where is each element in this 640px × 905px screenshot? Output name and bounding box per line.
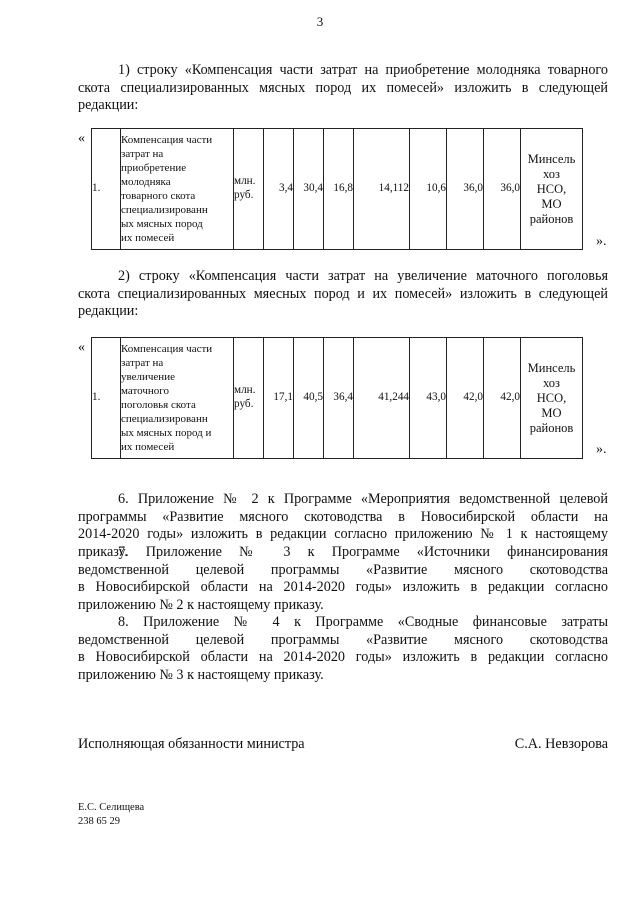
signature-position: Исполняющая обязанности министра: [78, 736, 305, 752]
item7-line-2: ведомственной целевой программы «Развитие мясного скотоводства: [78, 561, 608, 578]
row-unit: млн. руб.: [234, 338, 264, 459]
table-row: [92, 338, 583, 459]
contact-name: Е.С. Селищева: [78, 802, 145, 813]
row-value-2020: 36,0: [484, 129, 521, 250]
item2-line-3: редакции:: [78, 303, 139, 320]
row-value-2018: 43,0: [410, 338, 447, 459]
signature-name: С.А. Невзорова: [514, 736, 608, 752]
item7-line-3: в Новосибирской области на 2014-2020 годы» изложить в редакции согласно: [78, 579, 608, 596]
item7-line-4: приложению № 2 к настоящему приказу.: [78, 596, 324, 613]
item1-close-quote: ».: [596, 234, 607, 249]
row-value-2020: 42,0: [484, 338, 521, 459]
item8-line-3: в Новосибирской области на 2014-2020 годы» изложить в редакции согласно: [78, 649, 608, 666]
row-number: 1.: [92, 338, 121, 459]
item1-line-2: скота специализированных мясных пород их помесей» изложить в следующей: [78, 79, 608, 96]
row-name: Компенсация части затрат на увеличение маточного поголовья скота специализированн ых мясных пород и их помесей: [121, 338, 234, 459]
page-number: 3: [316, 14, 324, 29]
row-value-2017: 41,244: [354, 338, 410, 459]
item6-line-1: 6. Приложение № 2 к Программе «Мероприятия ведомственной целевой: [118, 491, 608, 507]
item1-table: [91, 128, 583, 250]
item7-paragraph: [78, 544, 608, 614]
item2-line-1: 2) строку «Компенсация части затрат на увеличение маточного поголовья: [118, 268, 608, 284]
row-value-2015: 40,5: [294, 338, 324, 459]
row-name: Компенсация части затрат на приобретение молодняка товарного скота специализированн ых мясных пород их помесей: [121, 129, 234, 250]
item2-close-quote: ».: [596, 442, 607, 457]
row-value-2017: 14,112: [354, 129, 410, 250]
item1-line-1: 1) строку «Компенсация части затрат на приобретение молодняка товарного: [118, 62, 608, 78]
item6-line-2: программы «Развитие мясного скотоводства в Новосибирской области на: [78, 508, 608, 525]
row-number: 1.: [92, 129, 121, 250]
row-executor: Минсель хоз НСО, МО районов: [521, 129, 583, 250]
item6-line-4: приказу.: [78, 543, 128, 560]
item8-paragraph: [78, 614, 608, 684]
item1-intro: [78, 62, 608, 115]
item1-open-quote: «: [78, 131, 85, 146]
item8-line-4: приложению № 3 к настоящему приказу.: [78, 666, 324, 683]
row-value-2019: 36,0: [447, 129, 484, 250]
row-value-2014: 3,4: [264, 129, 294, 250]
contact-phone: 238 65 29: [78, 816, 120, 827]
item2-line-2: скота специализированных мяесных пород и их помесей» изложить в следующей: [78, 285, 608, 302]
item2-open-quote: «: [78, 340, 85, 355]
item2-intro: [78, 268, 608, 321]
item8-line-2: ведомственной целевой программы «Развитие мясного скотоводства: [78, 631, 608, 648]
row-value-2019: 42,0: [447, 338, 484, 459]
item6-line-3: 2014-2020 годы» изложить в редакции согласно приложению № 1 к настоящему: [78, 526, 608, 543]
item1-line-3: редакции:: [78, 97, 139, 114]
row-value-2016: 16,8: [324, 129, 354, 250]
row-value-2016: 36,4: [324, 338, 354, 459]
row-unit: млн. руб.: [234, 129, 264, 250]
row-executor: Минсель хоз НСО, МО районов: [521, 338, 583, 459]
row-value-2015: 30,4: [294, 129, 324, 250]
row-value-2014: 17,1: [264, 338, 294, 459]
item7-line-1: 7. Приложение № 3 к Программе «Источники финансирования: [118, 544, 608, 560]
row-value-2018: 10,6: [410, 129, 447, 250]
item2-table: [91, 337, 583, 459]
table-row: [92, 129, 583, 250]
item8-line-1: 8. Приложение № 4 к Программе «Сводные финансовые затраты: [118, 614, 608, 630]
